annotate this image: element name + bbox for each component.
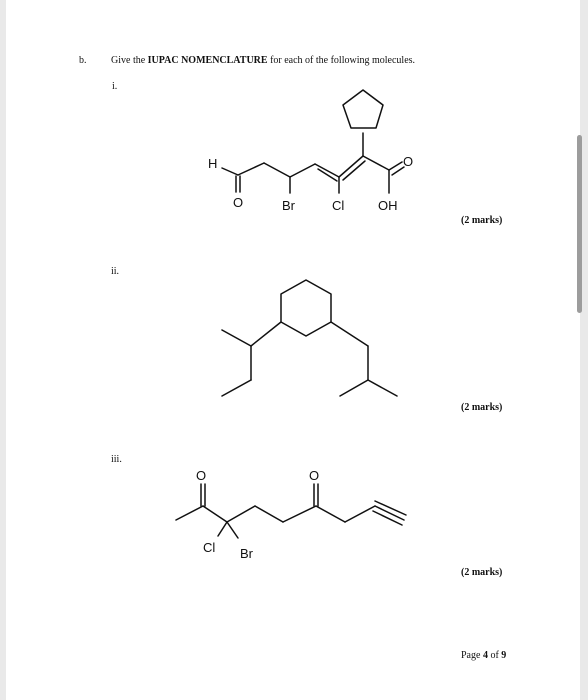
- bond-c3-br: [227, 522, 238, 538]
- page-mid: of: [487, 650, 502, 661]
- bond-c6-c7: [316, 506, 345, 522]
- bond-triple-c: [373, 511, 402, 525]
- bond-c5-c6: [283, 506, 316, 522]
- atom-oh: OH: [378, 198, 398, 213]
- atom-o2: O: [309, 468, 320, 483]
- part-i-numeral: i.: [112, 81, 118, 92]
- instruction-prefix: Give the: [111, 55, 148, 66]
- bond-methyl-c2: [176, 506, 203, 520]
- bond-c4-c5: [255, 506, 283, 522]
- instruction-suffix: for each of the following molecules.: [267, 55, 416, 66]
- part-iii-numeral: iii.: [111, 454, 122, 465]
- bond-c3-c4: [227, 506, 255, 522]
- part-iii-marks: (2 marks): [461, 567, 503, 578]
- bond-c3-cl: [218, 522, 227, 536]
- part-ii-numeral: ii.: [111, 266, 120, 277]
- bond-c2-c3: [203, 506, 227, 522]
- bond-c7-c8: [345, 506, 375, 522]
- atom-o1: O: [196, 468, 207, 483]
- page-total: 9: [501, 650, 507, 661]
- page-number: [461, 650, 506, 661]
- atom-o-aldehyde: O: [233, 195, 244, 210]
- question-label: b.: [79, 55, 87, 66]
- page-prefix: Page: [461, 650, 483, 661]
- atom-cl: Cl: [203, 540, 216, 555]
- atom-br: Br: [282, 198, 295, 213]
- page-current: 4: [482, 650, 488, 661]
- part-ii-marks: (2 marks): [461, 402, 503, 413]
- atom-cl: Cl: [332, 198, 345, 213]
- instruction-bold: IUPAC NOMENCLATURE: [147, 55, 268, 66]
- atom-h: H: [208, 156, 218, 171]
- atom-br: Br: [240, 546, 253, 561]
- atom-o-acid: O: [403, 154, 414, 169]
- part-i-marks: (2 marks): [461, 215, 503, 226]
